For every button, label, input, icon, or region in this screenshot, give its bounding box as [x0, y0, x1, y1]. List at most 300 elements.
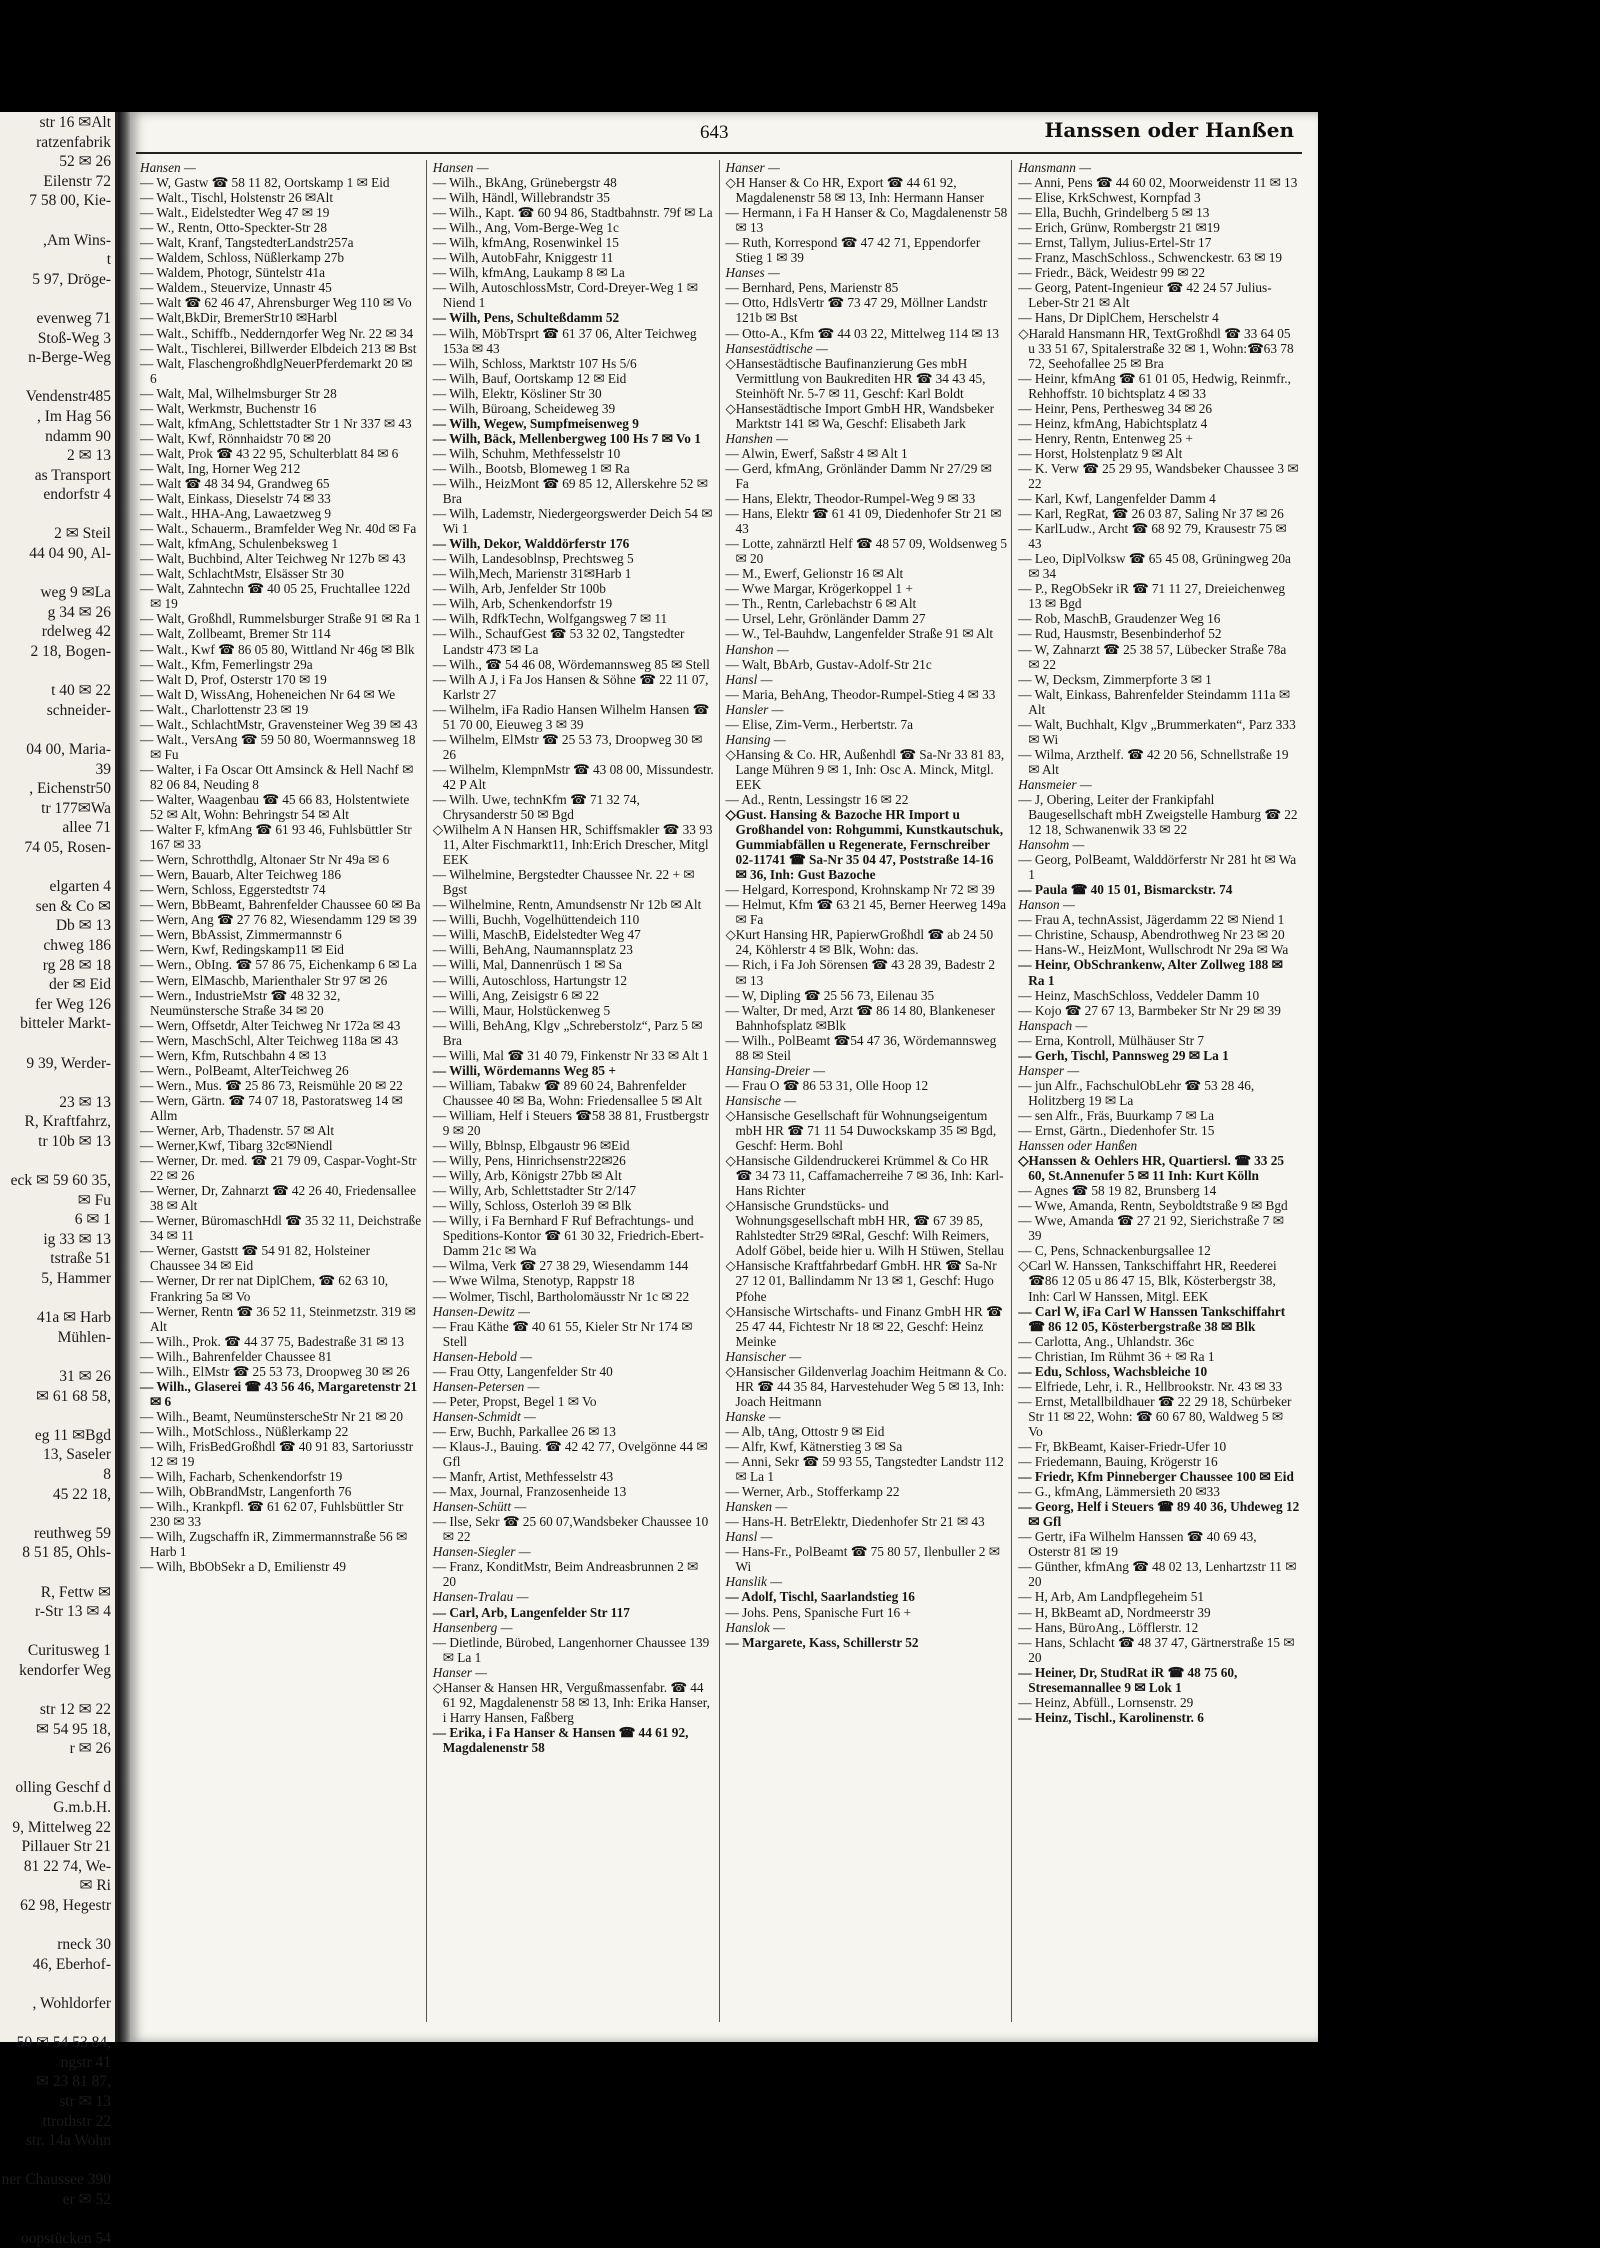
directory-entry: — Wilh, Arb, Schenkendorfstr 19	[432, 596, 613, 612]
directory-entry: — Wwe Margar, Krögerkoppel 1 +	[725, 581, 913, 597]
directory-entry: — Wilh., Bootsb, Blomeweg 1 ✉ Ra	[432, 460, 630, 476]
directory-entry: — Waldem, Schloss, Nüßlerkamp 27b	[140, 250, 345, 266]
directory-entry: — Paula ☎ 40 15 01, Bismarckstr. 74	[1018, 882, 1233, 898]
directory-entry: ◇ Hansestädtische Baufinanzierung Ges mbH Vermittlung von Baukrediten HR ☎ 34 43 45, Steinhöft Nr. 5-7 ✉ 11, Geschf: Karl Boldt	[726, 356, 1008, 401]
directory-entry: — M., Ewerf, Gelionstr 16 ✉ Alt	[725, 566, 904, 582]
fragment-line: 5, Hammer	[41, 1270, 111, 1288]
fragment-line: Vendenstr485	[25, 388, 111, 406]
fragment-line: , Eichenstr50	[29, 780, 111, 798]
directory-entry: — Walt., Schiffb., Neddernдorfer Weg Nr. 22 ✉ 34	[140, 325, 414, 341]
fragment-line: ✉ 61 68 58,	[36, 1387, 111, 1405]
directory-entry: — Otto-A., Kfm ☎ 44 03 22, Mittelweg 114 ✉ 13	[725, 325, 1000, 341]
directory-entry: — H, BkBeamt aD, Nordmeerstr 39	[1018, 1604, 1211, 1620]
fragment-line: 39	[95, 760, 111, 778]
fragment-line: ner Chaussee 390	[1, 2171, 111, 2189]
section-heading: Hanslik —	[725, 1574, 783, 1590]
directory-entry: — Willi, Autoschloss, Hartungstr 12	[432, 972, 627, 988]
directory-entry: ◇ Hansestädtische Import GmbH HR, Wandsbeker Marktstr 141 ✉ Wa, Geschf: Elisabeth Jark	[726, 401, 1008, 431]
fragment-line: 52 ✉ 26	[59, 153, 111, 171]
directory-entry: — Wilhelm, ElMstr ☎ 25 53 73, Droopweg 30 ✉ 26	[432, 731, 703, 762]
directory-entry: — Walt., VersAng ☎ 59 50 80, Woermannsweg 18 ✉ Fu	[140, 731, 416, 762]
directory-entry: — Waldem, Photogr, Süntelstr 41a	[140, 265, 326, 281]
directory-entry: — Wilh, MöbTrsprt ☎ 61 37 06, Alter Teichweg 153a ✉ 43	[432, 325, 697, 356]
page-number: 643	[700, 122, 729, 143]
fragment-line	[0, 1758, 115, 1778]
directory-entry: — Otto, HdlsVertr ☎ 73 47 29, Möllner Landstr 121b ✉ Bst	[725, 295, 988, 326]
fragment-line: 31 ✉ 26	[59, 1368, 111, 1385]
directory-entry: — K. Verw ☎ 25 29 95, Wandsbeker Chaussee 3 ✉ 22	[1018, 460, 1299, 491]
directory-entry: — Heinz, Tischl., Karolinenstr. 6	[1018, 1709, 1204, 1725]
fragment-line: t	[106, 251, 111, 269]
directory-entry: — Wilh, Büroang, Scheideweg 39	[432, 400, 616, 416]
directory-entry: — Willi, BehAng, Naumannsplatz 23	[432, 942, 633, 958]
directory-entry: — Wilhelmine, Rentn, Amundsenstr Nr 12b ✉ Alt	[432, 897, 702, 913]
fragment-line: Stoß-Weg 3	[37, 329, 111, 347]
directory-entry: ◇ Hansische Gesellschaft für Wohnungseigentum mbH HR ☎ 71 11 54 Duwockskamp 35 ✉ Bgd, Geschf: Herm. Bohl	[726, 1108, 1008, 1153]
directory-entry: — Walter, Dr med, Arzt ☎ 86 14 80, Blankeneser Bahnhofsplatz ✉Blk	[725, 1002, 996, 1033]
directory-entry: — Th., Rentn, Carlebachstr 6 ✉ Alt	[725, 596, 917, 612]
directory-entry: — Wilh., ☎ 54 46 08, Wördemannsweg 85 ✉ Stell	[432, 656, 710, 672]
section-heading: Hanslok —	[725, 1619, 785, 1635]
directory-entry: — Wilh, Pens, Schulteßdamm 52	[432, 310, 620, 326]
section-heading: Hansen —	[140, 160, 196, 175]
fragment-line	[0, 210, 115, 230]
directory-entry: — Werner, Arb, Thadenstr. 57 ✉ Alt	[140, 1123, 335, 1138]
section-heading: Hansen-Hebold —	[432, 1348, 533, 1364]
directory-entry: ◇ Hansische Kraftfahrbedarf GmbH. HR ☎ Sa-Nr 27 12 01, Ballindamm Nr 13 ✉ 1, Geschf: Hugo Pfohe	[726, 1258, 1008, 1303]
fragment-line: 45 22 18,	[52, 1485, 111, 1503]
fragment-line: 81 22 74, We-	[23, 1857, 111, 1875]
directory-entry: — Walt, Einkass, Dieselstr 74 ✉ 33	[140, 491, 331, 507]
section-heading: Hansen-Petersen —	[432, 1378, 540, 1394]
fragment-line: , Im Hag 56	[36, 407, 111, 425]
directory-entry: — Walt., Tischl, Holstenstr 26 ✉Alt	[140, 190, 334, 206]
directory-entry: — Walt, SchlachtMstr, Elsässer Str 30	[140, 566, 344, 582]
fragment-line: Pillauer Str 21	[21, 1838, 111, 1856]
directory-entry: — Manfr, Artist, Methfesselstr 43	[432, 1469, 614, 1485]
section-heading: Hansl —	[725, 1529, 773, 1545]
directory-entry: — Johs. Pens, Spanische Furt 16 +	[725, 1604, 912, 1620]
section-heading: Hanshen —	[725, 430, 788, 446]
fragment-line: Curitusweg 1	[27, 1642, 111, 1660]
fragment-line: str 12 ✉ 22	[39, 1701, 111, 1719]
fragment-line: 44 04 90, Al-	[29, 545, 111, 563]
directory-entry: — Rud, Hausmstr, Besenbinderhof 52	[1018, 626, 1222, 642]
directory-entry: — Leo, DiplVolksw ☎ 65 45 08, Grüningweg 20a ✉ 34	[1018, 551, 1291, 582]
directory-entry: — Friedemann, Bauing, Krögerstr 16	[1018, 1454, 1218, 1470]
directory-entry: — Wilh., BkAng, Grünebergstr 48	[432, 175, 617, 191]
section-heading: Hanses —	[725, 265, 780, 281]
directory-entry: — Walt,BkDir, BremerStr10 ✉Harbl	[140, 310, 338, 326]
directory-entry: — Willi, BehAng, Klgv „Schreberstolz“, Parz 5 ✉ Bra	[432, 1017, 703, 1048]
directory-entry: — Wern, Schloss, Eggerstedtstr 74	[140, 882, 326, 898]
fragment-line: ratzenfabrik	[36, 133, 111, 151]
fragment-line: 2 ✉ Steil	[54, 525, 111, 543]
directory-entry: — Walt., Kwf ☎ 86 05 80, Wittland Nr 46g ✉ Blk	[140, 641, 415, 657]
directory-entry: ◇ Carl W. Hanssen, Tankschiffahrt HR, Reederei ☎86 12 05 u 86 47 15, Blk, Kösterbergstr 38, Inh: Carl W Hanssen, Mitgl. EEK	[1018, 1258, 1300, 1303]
directory-entry: — Erika, i Fa Hanser & Hansen ☎ 44 61 92, Magdalenenstr 58	[432, 1724, 689, 1755]
directory-entry: ◇ Harald Hansmann HR, TextGroßhdl ☎ 33 64 05 u 33 51 67, Spitalerstraße 32 ✉ 1, Wohn:☎63 78 72, Seehofallee 25 ✉ Bra	[1018, 326, 1300, 371]
directory-entry: — Hans, Elektr, Theodor-Rumpel-Weg 9 ✉ 33	[725, 491, 976, 507]
section-heading: Hanssen oder Hanßen	[1018, 1138, 1138, 1154]
directory-entry: — Hans, BüroAng., Löfflerstr. 12	[1018, 1619, 1199, 1635]
section-heading: Hansen-Schütt —	[432, 1499, 527, 1515]
directory-entry: — Margarete, Kass, Schillerstr 52	[725, 1634, 919, 1650]
directory-entry: — Willy, i Fa Bernhard F Ruf Befrachtungs- und Speditions-Kontor ☎ 61 30 32, Friedrich-Ebert-Damm 21c ✉ Wa	[432, 1213, 704, 1259]
directory-entry: — Wilh, kfmAng, Rosenwinkel 15	[432, 235, 619, 251]
section-heading: Hansper —	[1018, 1062, 1080, 1078]
directory-entry: — Willy, Arb, Königstr 27bb ✉ Alt	[432, 1168, 622, 1184]
directory-entry: — Ruth, Korrespond ☎ 47 42 71, Eppendorfer Stieg 1 ✉ 39	[725, 235, 981, 266]
section-heading: Hansen-Tralau —	[432, 1589, 529, 1605]
section-heading: Hansen-Dewitz —	[432, 1303, 530, 1319]
directory-entry: — Alb, tAng, Ottostr 9 ✉ Eid	[725, 1423, 885, 1439]
directory-entry: — Walt, Zahntechn ☎ 40 05 25, Fruchtallee 122d ✉ 19	[140, 581, 411, 612]
directory-entry: — Maria, BehAng, Theodor-Rumpel-Stieg 4 ✉ 33	[725, 686, 996, 702]
fragment-line: as Transport	[34, 466, 111, 484]
directory-entry: — Walt., Charlottenstr 23 ✉ 19	[140, 701, 309, 717]
fragment-line: oopstücken 54	[21, 2230, 111, 2248]
directory-entry: — Heinr, Pens, Perthesweg 34 ✉ 26	[1018, 400, 1213, 416]
section-heading: Hansische —	[725, 1092, 797, 1108]
directory-entry: — W, Dipling ☎ 25 56 73, Eilenau 35	[725, 987, 935, 1003]
fragment-line	[0, 1288, 115, 1308]
fragment-line: t 40 ✉ 22	[51, 682, 111, 700]
fragment-line: ✉ 23 81 87,	[36, 2073, 111, 2091]
directory-entry: — Frau Käthe ☎ 40 61 55, Kieler Str Nr 174 ✉ Stell	[432, 1318, 693, 1349]
header-rule	[136, 152, 1302, 154]
directory-entry: — Frau O ☎ 86 53 31, Olle Hoop 12	[725, 1077, 929, 1093]
directory-entry: — jun Alfr., FachschulObLehr ☎ 53 28 46, Holitzberg 19 ✉ La	[1018, 1077, 1255, 1108]
directory-entry: — Wilh., MotSchloss., Nüßlerkamp 22	[140, 1423, 349, 1439]
directory-entry: — Walt, FlaschengroßhdlgNeuerPferdemarkt 20 ✉ 6	[140, 355, 413, 386]
fragment-line: str 16 ✉Alt	[39, 114, 111, 131]
directory-entry: — Walt ☎ 48 34 94, Grandweg 65	[140, 475, 330, 491]
directory-entry: — sen Alfr., Fräs, Buurkamp 7 ✉ La	[1018, 1107, 1215, 1123]
fragment-line	[0, 1915, 115, 1935]
directory-entry: — Wwe, Amanda ☎ 27 21 92, Sierichstraße 7 ✉ 39	[1018, 1213, 1284, 1244]
directory-entry: — Wilh A J, i Fa Jos Hansen & Söhne ☎ 22 11 07, Karlstr 27	[432, 671, 709, 702]
fragment-line	[0, 719, 115, 739]
fragment-line: ✉ Fu	[77, 1191, 111, 1209]
directory-entry: — Walt., Tischlerei, Billwerder Elbdeich 213 ✉ Bst	[140, 340, 417, 356]
fragment-line: r ✉ 26	[69, 1740, 111, 1758]
directory-entry: — Erna, Kontroll, Mülhäuser Str 7	[1018, 1032, 1205, 1048]
directory-entry: — Ad., Rentn, Lessingstr 16 ✉ 22	[725, 791, 909, 807]
directory-entry: — Wilh, Dekor, Walddörferstr 176	[432, 536, 630, 552]
directory-entry: — Adolf, Tischl, Saarlandstieg 16	[725, 1589, 915, 1605]
section-heading: Hanshon —	[725, 641, 789, 657]
directory-entry: — Karl, RegRat, ☎ 26 03 87, Saling Nr 37 ✉ 26	[1018, 506, 1284, 522]
directory-entry: — Franz, MaschSchloss., Schwenckestr. 63 ✉ 19	[1018, 250, 1282, 266]
fragment-line: 04 00, Maria-	[26, 741, 111, 758]
directory-entry: — Bernhard, Pens, Marienstr 85	[725, 280, 899, 296]
section-heading: Hansing —	[725, 731, 786, 747]
directory-entry: — Erich, Grünw, Rombergstr 21 ✉19	[1018, 220, 1220, 236]
directory-entry: — Walter F, kfmAng ☎ 61 93 46, Fuhlsbüttler Str 167 ✉ 33	[140, 822, 412, 853]
directory-entry: — William, Tabakw ☎ 89 60 24, Bahrenfelder Chaussee 40 ✉ Ba, Wohn: Friedensallee 5 ✉ Alt	[432, 1077, 702, 1108]
fragment-line: rg 28 ✉ 18	[42, 956, 111, 974]
directory-entry: — Wilh, RdfkTechn, Wolfgangsweg 7 ✉ 11	[432, 611, 668, 627]
directory-entry: — Heiner, Dr, StudRat iR ☎ 48 75 60, Stresemannallee 9 ✉ Lok 1	[1018, 1664, 1238, 1695]
directory-entry: — Hans-W., HeizMont, Wullschrodt Nr 29a ✉ Wa	[1018, 942, 1289, 958]
fragment-line: str. 14a Wohn	[25, 2132, 111, 2150]
directory-entry: — Werner, Dr rer nat DiplChem, ☎ 62 63 10, Frankring 5a ✉ Vo	[140, 1273, 389, 1304]
fragment-line: schneider-	[46, 701, 111, 719]
directory-entry: — Werner, Gaststt ☎ 54 91 82, Holsteiner Chaussee 34 ✉ Eid	[140, 1243, 371, 1274]
directory-entry: — Willi, Wördemanns Weg 85 +	[432, 1062, 616, 1078]
fragment-line: ✉ Ri	[79, 1877, 111, 1895]
fragment-line: Mühlen-	[57, 1328, 111, 1346]
directory-entry: — Ella, Buchh, Grindelberg 5 ✉ 13	[1018, 205, 1210, 221]
directory-entry: — Walt, kfmAng, Schulenbeksweg 1	[140, 536, 339, 552]
directory-entry: — Alwin, Ewerf, Saßstr 4 ✉ Alt 1	[725, 445, 908, 461]
fragment-line: rdelweg 42	[41, 623, 111, 641]
directory-entry: — Wilma, Verk ☎ 27 38 29, Wiesendamm 144	[432, 1258, 689, 1274]
directory-column-4	[1011, 160, 1304, 2022]
adjacent-page-text	[0, 112, 115, 2248]
directory-entry: — KarlLudw., Archt ☎ 68 92 79, Krausestr 75 ✉ 43	[1018, 521, 1287, 552]
section-heading: Hansen-Schmidt —	[432, 1408, 536, 1424]
directory-entry: — Hans, Schlacht ☎ 48 37 47, Gärtnerstraße 15 ✉ 20	[1018, 1634, 1295, 1665]
directory-entry: — Willi, Mal, Dannenrüsch 1 ✉ Sa	[432, 957, 622, 973]
directory-entry: — Anni, Sekr ☎ 59 93 55, Tangstedter Landstr 112 ✉ La 1	[725, 1454, 1004, 1485]
directory-entry: — Wilh, ObBrandMstr, Langenforth 76	[140, 1484, 352, 1500]
directory-entry: — Wilh, Arb, Jenfelder Str 100b	[432, 581, 606, 597]
directory-entry: ◇ H Hanser & Co HR, Export ☎ 44 61 92, Magdalenenstr 58 ✉ 13, Inh: Hermann Hanser	[726, 175, 1008, 205]
directory-entry: — Wern, Schrotthdlg, Altonaer Str Nr 49a ✉ 6	[140, 852, 390, 868]
directory-entry: — Wilhelmine, Bergstedter Chaussee Nr. 22 + ✉ Bgst	[432, 867, 695, 898]
fragment-line: 23 ✉ 13	[59, 1093, 111, 1111]
section-heading: Hanske —	[725, 1408, 781, 1424]
directory-entry: — Wilh., Bahrenfelder Chaussee 81	[140, 1348, 332, 1364]
fragment-line	[0, 1973, 115, 1993]
fragment-line	[0, 1621, 115, 1641]
directory-entry: — Elise, Zim-Verm., Herbertstr. 7a	[725, 716, 914, 732]
directory-entry: — Hans-H. BetrElektr, Diedenhofer Str 21 ✉ 43	[725, 1514, 985, 1530]
fragment-line: G.m.b.H.	[53, 1799, 111, 1817]
directory-entry: — Gerd, kfmAng, Grönländer Damm Nr 27/29 ✉ Fa	[725, 460, 992, 491]
directory-entry: — Werner, Dr, Zahnarzt ☎ 42 26 40, Friedensallee 38 ✉ Alt	[140, 1183, 416, 1214]
directory-entry: — Wilh., Beamt, NeumünsterscheStr Nr 21 ✉ 20	[140, 1408, 403, 1424]
directory-column-1	[134, 160, 426, 2022]
fragment-line	[0, 367, 115, 387]
directory-entry: — Walt D, Prof, Osterstr 170 ✉ 19	[140, 671, 327, 687]
fragment-line	[0, 1503, 115, 1523]
directory-entry: — Edu, Schloss, Wachsbleiche 10	[1018, 1363, 1208, 1379]
fragment-line: tstraße 51	[50, 1250, 111, 1268]
fragment-line: bitteler Markt-	[20, 1015, 111, 1033]
directory-entry: — C, Pens, Schnackenburgsallee 12	[1018, 1243, 1211, 1259]
fragment-line: weg 9 ✉La	[40, 584, 111, 602]
directory-entry: — Kojo ☎ 27 67 13, Barmbeker Str Nr 29 ✉ 39	[1018, 1002, 1281, 1018]
directory-entry: — Dietlinde, Bürobed, Langenhorner Chaussee 139 ✉ La 1	[432, 1634, 710, 1665]
directory-entry: — Willy, Arb, Schlettstadter Str 2/147	[432, 1183, 637, 1199]
fragment-line: ttrothstr 22	[42, 2112, 111, 2130]
directory-entry: — Wilh., Prok. ☎ 44 37 75, Badestraße 31 ✉ 13	[140, 1333, 405, 1349]
directory-entry: — Wern, Kwf, Redingskamp11 ✉ Eid	[140, 942, 344, 958]
fragment-line: 62 98, Hegestr	[20, 1897, 111, 1915]
directory-entry: — Friedr., Bäck, Weidestr 99 ✉ 22	[1018, 265, 1205, 281]
fragment-line: 9, Mittelweg 22	[12, 1818, 111, 1836]
fragment-line: n-Berge-Weg	[28, 349, 111, 367]
fragment-line: allee 71	[62, 819, 111, 837]
fragment-line: evenweg 71	[36, 309, 111, 327]
directory-entry: — Ilse, Sekr ☎ 25 60 07,Wandsbeker Chaussee 10 ✉ 22	[432, 1514, 709, 1545]
directory-entry: — Willy, Bblnsp, Elbgaustr 96 ✉Eid	[432, 1138, 630, 1154]
directory-entry: — Wilh, BbObSekr a D, Emilienstr 49	[140, 1559, 347, 1575]
fragment-line: 8 51 85, Ohls-	[22, 1544, 111, 1562]
fragment-line: fer Weg 126	[35, 995, 111, 1013]
directory-entry: — Wwe, Amanda, Rentn, Seyboldtstraße 9 ✉ Bgd	[1018, 1198, 1288, 1214]
directory-entry: — Wern., ObIng. ☎ 57 86 75, Eichenkamp 6 ✉ La	[140, 957, 417, 973]
section-heading: Hanser —	[725, 160, 780, 175]
directory-column-3	[719, 160, 1012, 2022]
directory-entry: — G., kfmAng, Lämmersieth 20 ✉33	[1018, 1484, 1220, 1500]
directory-entry: — Wolmer, Tischl, Bartholomäusstr Nr 1c ✉ 22	[432, 1288, 690, 1304]
directory-entry: — Wwe Wilma, Stenotyp, Rappstr 18	[432, 1273, 635, 1289]
directory-entry: — Heinz, Abfüll., Lornsenstr. 29	[1018, 1694, 1194, 1710]
directory-page	[130, 112, 1318, 2042]
directory-entry: — Wilh, Landesoblnsp, Prechtsweg 5	[432, 551, 634, 567]
directory-entry: — Wern., PolBeamt, AlterTeichweg 26	[140, 1062, 349, 1078]
directory-entry: — Walt, kfmAng, Schlettstadter Str 1 Nr 337 ✉ 43	[140, 415, 412, 431]
directory-entry: — Heinr, kfmAng ☎ 61 01 05, Hedwig, Reinmfr., Rehhoffstr. 10 bichtsplatz 4 ✉ 33	[1018, 370, 1291, 401]
fragment-line: rneck 30	[57, 1936, 111, 1954]
directory-entry: — Wilh., PolBeamt ☎54 47 36, Wördemannsweg 88 ✉ Steil	[725, 1032, 997, 1063]
directory-entry: — Waldem., Steuervize, Unnastr 45	[140, 280, 332, 296]
fragment-line: 7 58 00, Kie-	[29, 192, 111, 210]
directory-entry: — Heinz, kfmAng, Habichtsplatz 4	[1018, 415, 1208, 431]
directory-entry: — Wern., Mus. ☎ 25 86 73, Reismühle 20 ✉ 22	[140, 1077, 403, 1093]
directory-entry: — Elise, KrkSchwest, Kornpfad 3	[1018, 190, 1201, 206]
fragment-line: elgarten 4	[49, 878, 111, 896]
directory-entry: — Wilh, Zugschaffn iR, Zimmermannstraße 56 ✉ Harb 1	[140, 1529, 408, 1560]
section-heading: Hansestädtische —	[725, 340, 828, 356]
directory-entry: — Fr, BkBeamt, Kaiser-Friedr-Ufer 10	[1018, 1438, 1227, 1454]
directory-entry: — Georg, PolBeamt, Walddörferstr Nr 281 ht ✉ Wa 1	[1018, 852, 1297, 883]
directory-entry: — Helmut, Kfm ☎ 63 21 45, Berner Heerweg 149a ✉ Fa	[725, 897, 1007, 928]
directory-entry: — Willy, Pens, Hinrichsenstr22✉26	[432, 1153, 626, 1169]
directory-entry: — Hermann, i Fa H Hanser & Co, Magdalenenstr 58 ✉ 13	[725, 205, 1008, 236]
directory-entry: — Walt, Buchhalt, Klgv „Brummerkaten“, Parz 333 ✉ Wi	[1018, 716, 1296, 747]
directory-entry: — Walt, Einkass, Bahrenfelder Steindamm 111a ✉ Alt	[1018, 686, 1291, 717]
directory-entry: ◇ Hansischer Gildenverlag Joachim Heitmann & Co. HR ☎ 44 35 84, Harvestehuder Weg 5 ✉ 13, Inh: Joach Heitmann	[726, 1364, 1008, 1409]
fragment-line	[0, 1150, 115, 1170]
directory-entry: — Wilh., Glaserei ☎ 43 56 46, Margaretenstr 21 ✉ 6	[140, 1378, 418, 1409]
fragment-line: reuthweg 59	[33, 1524, 111, 1542]
directory-entry: — Walter, i Fa Oscar Ott Amsinck & Hell Nachf ✉82 06 84, Neuding 8	[140, 761, 414, 792]
section-heading: Hanson —	[1018, 897, 1075, 913]
fragment-line: 5 97, Dröge-	[32, 270, 111, 288]
directory-entry: — Willy, Schloss, Osterloh 39 ✉ Blk	[432, 1198, 632, 1214]
fragment-line: R, Kraftfahrz,	[24, 1113, 111, 1131]
fragment-line: 41a ✉ Harb	[36, 1309, 111, 1327]
directory-entry: — Wilh., Kapt. ☎ 60 94 86, Stadtbahnstr. 79f ✉ La	[432, 205, 713, 221]
section-heading: Hansen-Siegler —	[432, 1544, 531, 1560]
fragment-line: str ✉ 13	[59, 2092, 111, 2110]
directory-entry: ◇ Hansing & Co. HR, Außenhdl ☎ Sa-Nr 33 81 83, Lange Mühren 9 ✉ 1, Inh: Osc A. Minck, Mitgl. EEK	[726, 747, 1008, 792]
directory-entry: — Walt, BbArb, Gustav-Adolf-Str 21c	[725, 656, 932, 672]
directory-entry: — Walt, Werkmstr, Buchenstr 16	[140, 400, 317, 416]
directory-entry: — Wern, Bauarb, Alter Teichweg 186	[140, 867, 341, 883]
directory-entry: — Walt., SchlachtMstr, Gravensteiner Weg 39 ✉ 43	[140, 716, 418, 732]
directory-entry: — Werner, Arb., Stofferkamp 22	[725, 1484, 900, 1500]
directory-entry: — Frau A, technAssist, Jägerdamm 22 ✉ Niend 1	[1018, 912, 1285, 928]
directory-entry: — Rob, MaschB, Graudenzer Weg 16	[1018, 611, 1221, 627]
fragment-line: g 34 ✉ 26	[47, 603, 111, 621]
directory-entry: — Günther, kfmAng ☎ 48 02 13, Lenhartzstr 11 ✉ 20	[1018, 1559, 1297, 1590]
directory-entry: — Wilh, Schloss, Marktstr 107 Hs 5/6	[432, 355, 637, 371]
directory-entry: — W, Decksm, Zimmerpforte 3 ✉ 1	[1018, 671, 1212, 687]
directory-entry: ◇ Gust. Hansing & Bazoche HR Import u Großhandel von: Rohgummi, Kunstkautschuk, Gummiabfällen u Regenerate, Fernschreiber 02-11741 ☎ Sa-Nr 35 04 47, Poststraße 14-16 ✉ 36, Inh: Gust Bazoche	[726, 807, 1008, 882]
fragment-line	[0, 2209, 115, 2229]
directory-entry: ◇ Hansische Gildendruckerei Krümmel & Co HR ☎ 34 73 11, Caffamacherreihe 7 ✉ 36, Inh: Karl-Hans Richter	[726, 1153, 1008, 1198]
directory-entry: — Hans, Elektr ☎ 61 41 09, Diedenhofer Str 21 ✉ 43	[725, 506, 1002, 537]
directory-entry: — Walt, Kwf, Rönnhaidstr 70 ✉ 20	[140, 430, 331, 446]
directory-entry: ◇ Wilhelm A N Hansen HR, Schiffsmakler ☎ 33 93 11, Alter Fischmarkt11, Inh:Erich Drescher, Mitgl EEK	[433, 822, 715, 867]
directory-entry: — Klaus-J., Bauing. ☎ 42 42 77, Ovelgönne 44 ✉ Gfl	[432, 1438, 708, 1470]
directory-entry: — Christine, Schausp, Abendrothweg Nr 23 ✉ 20	[1018, 927, 1285, 943]
fragment-line: R, Fettw ✉	[40, 1583, 111, 1601]
fragment-line: Db ✉ 13	[55, 917, 111, 935]
fragment-line	[0, 2150, 115, 2170]
directory-entry: — Friedr, Kfm Pinneberger Chaussee 100 ✉ Eid	[1018, 1469, 1294, 1485]
directory-entry: — Wilh,Mech, Marienstr 31✉Harb 1	[432, 566, 632, 582]
directory-entry: — Wilh., Krankpfl. ☎ 61 62 07, Fuhlsbüttler Str 230 ✉ 33	[140, 1499, 404, 1530]
section-heading: Hansenberg —	[432, 1619, 513, 1635]
directory-entry: — Gerh, Tischl, Pannsweg 29 ✉ La 1	[1018, 1047, 1229, 1063]
directory-entry: — Christian, Im Rühmt 36 + ✉ Ra 1	[1018, 1348, 1215, 1364]
fragment-line	[0, 2013, 115, 2033]
directory-entry: — Heinr, ObSchrankenw, Alter Zollweg 188 ✉ Ra 1	[1018, 957, 1283, 988]
directory-entry: — Wilh, FrisBedGroßhdl ☎ 40 91 83, Sartoriusstr 12 ✉ 19	[140, 1438, 414, 1470]
directory-entry: — Erw, Buchh, Parkallee 26 ✉ 13	[432, 1423, 616, 1439]
fragment-line: , Wohldorfer	[32, 1995, 111, 2012]
section-heading: Hansmeier —	[1018, 776, 1092, 792]
fragment-line	[0, 1562, 115, 1582]
directory-entry: — Wilh, AutoschlossMstr, Cord-Dreyer-Weg 1 ✉ Niend 1	[432, 280, 698, 311]
directory-entry: ◇ Hansische Grundstücks- und Wohnungsgesellschaft mbH HR, ☎ 67 39 85, Rahlstedter Str29 ✉Ral, Geschf: Wilh Reimers, Adolf Göbel, beide hier u. Wilh H Stüwen, Stellau	[726, 1198, 1008, 1258]
fragment-line: er ✉ 52	[62, 2190, 111, 2208]
fragment-line: kendorfer Weg	[19, 1661, 111, 1679]
fragment-line: ngstr 41	[60, 2053, 111, 2071]
fragment-line: ig 33 ✉ 13	[43, 1230, 111, 1248]
directory-entry: — Wilh, Facharb, Schenkendorfstr 19	[140, 1469, 343, 1485]
directory-entry: — Wilh., HeizMont ☎ 69 85 12, Allerskehre 52 ✉ Bra	[432, 475, 708, 507]
directory-entry: — Helgard, Korrespond, Krohnskamp Nr 72 ✉ 39	[725, 882, 995, 898]
directory-entry: — W, Gastw ☎ 58 11 82, Oortskamp 1 ✉ Eid	[140, 175, 390, 191]
directory-entry: — Willi, Ang, Zeisigstr 6 ✉ 22	[432, 987, 599, 1003]
section-heading: Hanser —	[432, 1664, 488, 1680]
section-heading: Hansen —	[432, 160, 489, 175]
directory-entry: — Frau Otty, Langenfelder Str 40	[432, 1363, 613, 1379]
directory-entry: — Wilh, Lademstr, Niedergeorgswerder Deich 54 ✉ Wi 1	[432, 506, 713, 537]
directory-entry: — Karl, Kwf, Langenfelder Damm 4	[1018, 491, 1216, 507]
directory-entry: — Walt, Kranf, TangstedterLandstr257a	[140, 235, 354, 251]
directory-entry: — Franz, KonditMstr, Beim Andreasbrunnen 2 ✉ 20	[432, 1559, 699, 1590]
directory-entry: — Gertr, iFa Wilhelm Hanssen ☎ 40 69 43, Osterstr 81 ✉ 19	[1018, 1529, 1257, 1560]
fragment-line: tr 10b ✉ 13	[38, 1132, 111, 1150]
fragment-line	[0, 1680, 115, 1700]
directory-entry: — Anni, Pens ☎ 44 60 02, Moorweidenstr 11 ✉ 13	[1018, 175, 1298, 191]
directory-entry: — Werner, Dr. med. ☎ 21 79 09, Caspar-Voght-Str 22 ✉ 26	[140, 1153, 417, 1184]
fragment-line: eck ✉ 59 60 35,	[10, 1172, 111, 1190]
fragment-line: r-Str 13 ✉ 4	[35, 1603, 111, 1621]
directory-entry: — Heinz, MaschSchloss, Veddeler Damm 10	[1018, 987, 1260, 1003]
section-heading: Hansmann —	[1018, 160, 1092, 175]
directory-entry: — Walt ☎ 62 46 47, Ahrensburger Weg 110 ✉ Vo	[140, 295, 412, 311]
